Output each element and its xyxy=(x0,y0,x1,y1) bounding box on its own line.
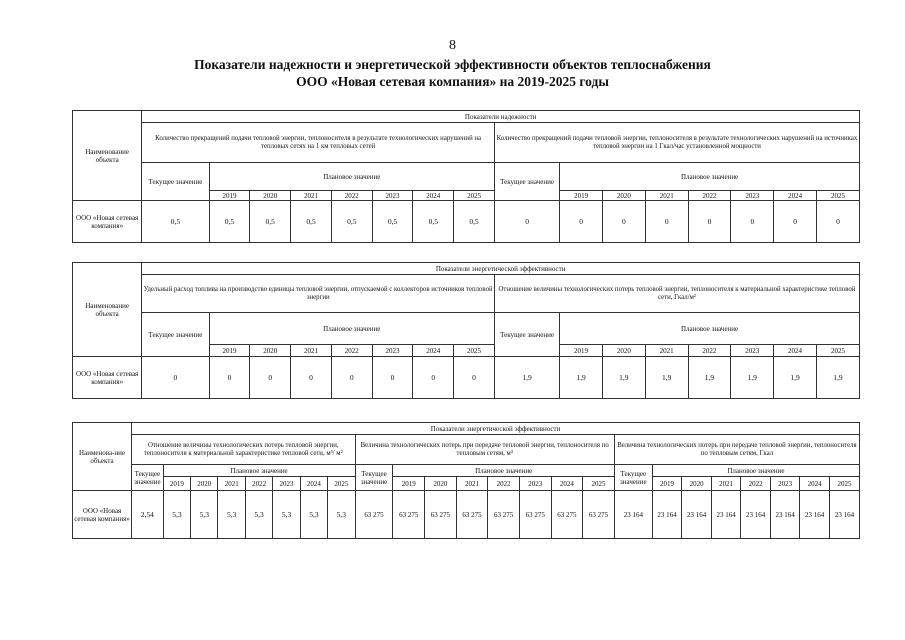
object-header: Наименова-ние объекта xyxy=(73,423,132,491)
year-header: 2021 xyxy=(291,191,332,201)
year-header: 2019 xyxy=(560,345,603,357)
title-line-2: ООО «Новая сетевая компания» на 2019-2025 годы xyxy=(296,74,609,89)
value-cell: 0 xyxy=(688,201,731,243)
table-row xyxy=(73,357,860,399)
year-header: 2019 xyxy=(652,477,682,491)
section-header: Показатели надежности xyxy=(142,111,860,123)
table-row xyxy=(73,201,860,243)
year-header: 2019 xyxy=(209,345,250,357)
year-header: 2023 xyxy=(372,345,413,357)
current-header: Текущее значение xyxy=(614,465,652,491)
current-header: Текущее значение xyxy=(142,313,209,357)
value-cell: 0 xyxy=(603,201,646,243)
year-header: 2019 xyxy=(560,191,603,201)
object-name: ООО «Новая сетевая компания» xyxy=(73,357,142,399)
value-cell: 0 xyxy=(731,201,774,243)
year-header: 2020 xyxy=(425,477,457,491)
year-header: 2022 xyxy=(331,345,372,357)
year-header: 2022 xyxy=(245,477,272,491)
energy-efficiency-table-1 xyxy=(72,262,860,399)
value-cell: 1,9 xyxy=(816,357,859,399)
planned-header: Плановое значение xyxy=(560,163,860,191)
year-header: 2024 xyxy=(800,477,830,491)
year-header: 2022 xyxy=(741,477,771,491)
year-header: 2024 xyxy=(413,345,454,357)
year-header: 2021 xyxy=(645,191,688,201)
value-cell: 0 xyxy=(142,357,209,399)
value-cell: 1,9 xyxy=(560,357,603,399)
page-title xyxy=(0,56,905,90)
year-header: 2024 xyxy=(413,191,454,201)
year-header: 2022 xyxy=(688,345,731,357)
value-cell: 1,9 xyxy=(731,357,774,399)
planned-header: Плановое значение xyxy=(560,313,860,345)
year-header: 2021 xyxy=(218,477,245,491)
year-header: 2020 xyxy=(602,345,645,357)
year-header: 2021 xyxy=(456,477,488,491)
year-header: 2025 xyxy=(583,477,615,491)
group-header-1: Удельный расход топлива на производство единицы тепловой энергии, отпускаемой с коллекторов источников тепловой энергии xyxy=(142,275,495,313)
year-header: 2020 xyxy=(250,345,291,357)
value-cell: 23 164 xyxy=(682,491,712,539)
value-cell: 1,9 xyxy=(645,357,688,399)
year-header: 2025 xyxy=(817,191,860,201)
value-cell: 0 xyxy=(494,201,559,243)
value-cell: 63 275 xyxy=(519,491,551,539)
value-cell: 0 xyxy=(331,357,372,399)
value-cell: 23 164 xyxy=(741,491,771,539)
year-header: 2023 xyxy=(731,191,774,201)
year-header: 2023 xyxy=(519,477,551,491)
object-header: Наименование объекта xyxy=(73,263,142,357)
year-header: 2025 xyxy=(816,345,859,357)
value-cell: 1,9 xyxy=(602,357,645,399)
value-cell: 0,5 xyxy=(142,201,209,243)
value-cell: 0 xyxy=(250,357,291,399)
group-header-2: Количество прекращений подачи тепловой энергии, теплоносителя в результате технологических нарушений на источниках тепловой энергии на 1 Гкал/час установленной мощности xyxy=(494,123,859,163)
year-header: 2023 xyxy=(372,191,413,201)
current-header: Текущее значение xyxy=(494,313,559,357)
planned-header: Плановое значение xyxy=(209,163,494,191)
object-name: ООО «Новая сетевая компания» xyxy=(73,201,142,243)
value-cell: 0 xyxy=(560,201,603,243)
year-header: 2019 xyxy=(209,191,250,201)
value-cell: 0 xyxy=(291,357,332,399)
object-name: ООО «Новая сетевая компания» xyxy=(73,491,132,539)
value-cell: 23 164 xyxy=(652,491,682,539)
page-number: 8 xyxy=(449,38,456,53)
value-cell: 1,9 xyxy=(774,357,817,399)
year-header: 2025 xyxy=(454,191,495,201)
value-cell: 23 164 xyxy=(614,491,652,539)
year-header: 2020 xyxy=(682,477,712,491)
value-cell: 1,9 xyxy=(494,357,559,399)
year-header: 2025 xyxy=(829,477,859,491)
value-cell: 1,9 xyxy=(688,357,731,399)
year-header: 2019 xyxy=(393,477,425,491)
value-cell: 5,3 xyxy=(163,491,190,539)
year-header: 2024 xyxy=(551,477,583,491)
reliability-table xyxy=(72,110,860,243)
value-cell: 0 xyxy=(372,357,413,399)
value-cell: 63 275 xyxy=(551,491,583,539)
value-cell: 5,3 xyxy=(273,491,300,539)
year-header: 2023 xyxy=(273,477,300,491)
value-cell: 5,3 xyxy=(300,491,327,539)
year-header: 2025 xyxy=(454,345,495,357)
value-cell: 0,5 xyxy=(250,201,291,243)
year-header: 2020 xyxy=(250,191,291,201)
planned-header: Плановое значение xyxy=(209,313,494,345)
section-header: Показатели энергетической эффективности xyxy=(132,423,860,435)
value-cell: 0,5 xyxy=(209,201,250,243)
year-header: 2024 xyxy=(300,477,327,491)
year-header: 2024 xyxy=(774,345,817,357)
year-header: 2023 xyxy=(770,477,800,491)
value-cell: 63 275 xyxy=(425,491,457,539)
group-header-3: Величина технологических потерь при передаче тепловой энергии, теплоносителя по тепловым сетям, Гкал xyxy=(614,435,859,465)
current-header: Текущее значение xyxy=(142,163,209,201)
value-cell: 23 164 xyxy=(770,491,800,539)
value-cell: 0,5 xyxy=(454,201,495,243)
year-header: 2022 xyxy=(488,477,520,491)
planned-header: Плановое значение xyxy=(393,465,614,477)
title-line-1: Показатели надежности и энергетической эффективности объектов теплоснабжения xyxy=(194,57,711,72)
year-header: 2021 xyxy=(711,477,741,491)
value-cell: 63 275 xyxy=(393,491,425,539)
value-cell: 0,5 xyxy=(413,201,454,243)
year-header: 2024 xyxy=(774,191,817,201)
value-cell: 0 xyxy=(413,357,454,399)
current-header: Текущее значение xyxy=(132,465,164,491)
year-header: 2021 xyxy=(645,345,688,357)
value-cell: 0 xyxy=(454,357,495,399)
planned-header: Плановое значение xyxy=(652,465,859,477)
planned-header: Плановое значение xyxy=(163,465,355,477)
group-header-2: Отношение величины технологических потерь тепловой энергии, теплоносителя к материальной характеристике тепловой сети, Гкал/м² xyxy=(494,275,859,313)
value-cell: 0 xyxy=(817,201,860,243)
object-header: Наименование объекта xyxy=(73,111,142,201)
year-header: 2021 xyxy=(291,345,332,357)
value-cell: 5,3 xyxy=(191,491,218,539)
value-cell: 63 275 xyxy=(488,491,520,539)
year-header: 2020 xyxy=(603,191,646,201)
current-header: Текущее значение xyxy=(494,163,559,201)
group-header-2: Величина технологических потерь при передаче тепловой энергии, теплоносителя по тепловым сетям, м³ xyxy=(355,435,614,465)
value-cell: 0,5 xyxy=(291,201,332,243)
value-cell: 23 164 xyxy=(800,491,830,539)
value-cell: 5,3 xyxy=(328,491,355,539)
current-header: Текущее значение xyxy=(355,465,393,491)
value-cell: 0 xyxy=(774,201,817,243)
group-header-1: Количество прекращений подачи тепловой энергии, теплоносителя в результате технологических нарушений на тепловых сетях на 1 км тепловых сетей xyxy=(142,123,495,163)
value-cell: 63 275 xyxy=(583,491,615,539)
energy-efficiency-table-2 xyxy=(72,422,860,539)
value-cell: 23 164 xyxy=(711,491,741,539)
value-cell: 63 275 xyxy=(355,491,393,539)
year-header: 2022 xyxy=(331,191,372,201)
value-cell: 5,3 xyxy=(245,491,272,539)
value-cell: 0,5 xyxy=(331,201,372,243)
table-row xyxy=(73,491,860,539)
value-cell: 2,54 xyxy=(132,491,164,539)
year-header: 2022 xyxy=(688,191,731,201)
value-cell: 0,5 xyxy=(372,201,413,243)
year-header: 2025 xyxy=(328,477,355,491)
value-cell: 0 xyxy=(209,357,250,399)
year-header: 2020 xyxy=(191,477,218,491)
value-cell: 0 xyxy=(645,201,688,243)
value-cell: 23 164 xyxy=(829,491,859,539)
year-header: 2023 xyxy=(731,345,774,357)
group-header-1: Отношение величины технологических потерь тепловой энергии, теплоносителя к материальной характеристике тепловой сети, м³/ м² xyxy=(132,435,355,465)
value-cell: 63 275 xyxy=(456,491,488,539)
value-cell: 5,3 xyxy=(218,491,245,539)
section-header: Показатели энергетической эффективности xyxy=(142,263,860,275)
year-header: 2019 xyxy=(163,477,190,491)
